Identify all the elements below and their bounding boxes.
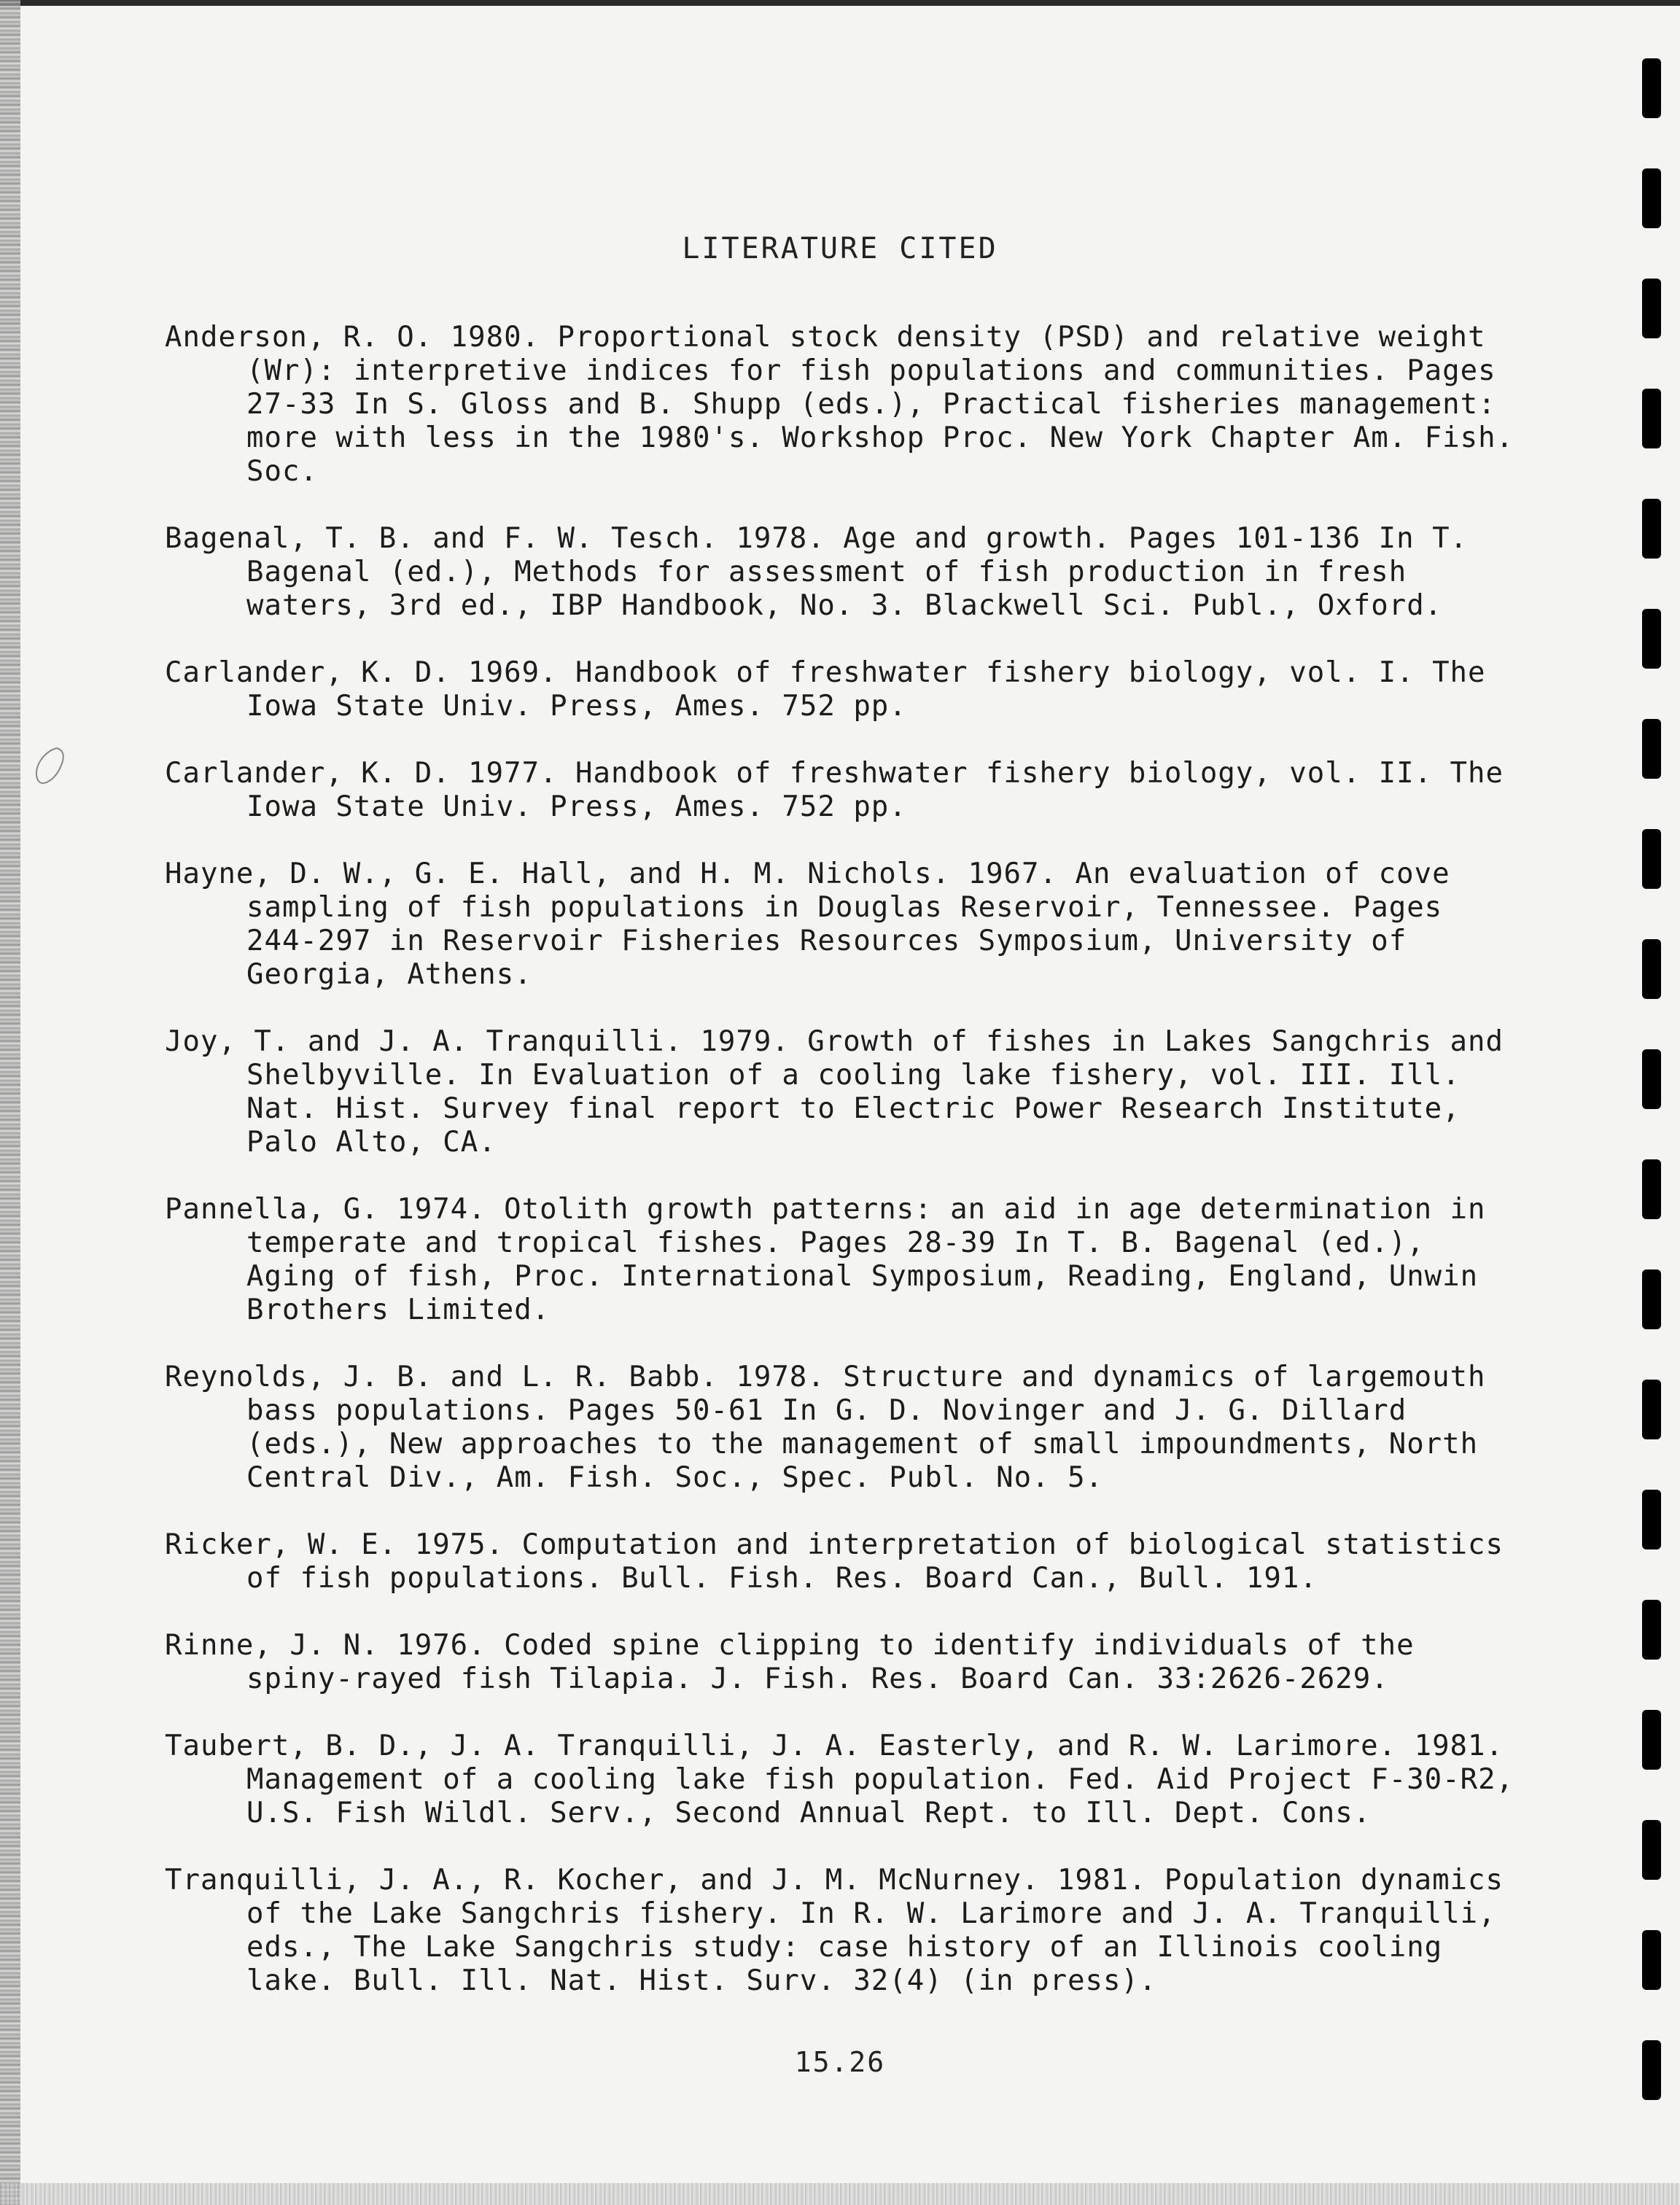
binding-mark (1642, 829, 1661, 889)
reference-entry: Rinne, J. N. 1976. Coded spine clipping to identify individuals of the spiny-rayed fish Tilapia. J. Fish. Res. Board Can. 33:2626-2629. (165, 1629, 1415, 1695)
reference-entry: Taubert, B. D., J. A. Tranquilli, J. A. Easterly, and R. W. Larimore. 1981. Management of a cooling lake fish population. Fed. Aid Project F-30-R2, U.S. Fish Wildl. Serv., Second Annual Rept. to Ill. Dept. Cons. (165, 1730, 1514, 1829)
binding-mark (1642, 1710, 1661, 1770)
reference-list (165, 321, 1521, 1998)
reference-entry: Anderson, R. O. 1980. Proportional stock density (PSD) and relative weight (Wr): interpretive indices for fish populations and communities. Pages 27-33 In S. Gloss and B. Shupp (eds.), Practical fisheries management: more with less in the 1980's. Workshop Proc. New York Chapter Am. Fish. Soc. (165, 321, 1514, 488)
binding-marks (1642, 58, 1665, 2173)
binding-mark (1642, 609, 1661, 669)
reference-entry: Carlander, K. D. 1969. Handbook of freshwater fishery biology, vol. I. The Iowa State Univ. Press, Ames. 752 pp. (165, 656, 1486, 723)
binding-mark (1642, 389, 1661, 448)
binding-mark (1642, 719, 1661, 779)
binding-mark (1642, 1820, 1661, 1880)
binding-mark (1642, 1380, 1661, 1439)
reference-entry: Ricker, W. E. 1975. Computation and interpretation of biological statistics of fish populations. Bull. Fish. Res. Board Can., Bull. 191. (165, 1528, 1504, 1595)
binding-mark (1642, 279, 1661, 338)
binding-mark (1642, 939, 1661, 999)
binding-mark (1642, 1600, 1661, 1660)
reference-entry: Carlander, K. D. 1977. Handbook of freshwater fishery biology, vol. II. The Iowa State Univ. Press, Ames. 752 pp. (165, 757, 1504, 823)
page-number: 15.26 (794, 2046, 886, 2078)
binding-mark (1642, 1930, 1661, 1990)
reference-entry: Hayne, D. W., G. E. Hall, and H. M. Nichols. 1967. An evaluation of cove sampling of fish populations in Douglas Reservoir, Tennessee. Pages 244-297 in Reservoir Fisheries Resources Symposium, University of Georgia, Athens. (165, 858, 1450, 991)
binding-mark (1642, 168, 1661, 228)
binding-mark (1642, 58, 1661, 118)
binding-mark (1642, 1490, 1661, 1549)
binding-mark (1642, 1049, 1661, 1109)
scan-left-edge (0, 0, 20, 2205)
binding-mark (1642, 1269, 1661, 1329)
reference-entry: Bagenal, T. B. and F. W. Tesch. 1978. Age and growth. Pages 101-136 In T. Bagenal (ed.), Methods for assessment of fish production in fresh waters, 3rd ed., IBP Handbook, No. 3. Blackwell Sci. Publ., Oxford. (165, 522, 1469, 622)
binding-mark (1642, 1159, 1661, 1219)
reference-entry: Joy, T. and J. A. Tranquilli. 1979. Growth of fishes in Lakes Sangchris and Shelbyville. In Evaluation of a cooling lake fishery, vol. III. Ill. Nat. Hist. Survey final report to Electric Power Research Institute, Palo Alto, CA. (165, 1025, 1504, 1159)
reference-entry: Tranquilli, J. A., R. Kocher, and J. M. McNurney. 1981. Population dynamics of the Lake Sangchris fishery. In R. W. Larimore and J. A. Tranquilli, eds., The Lake Sangchris study: case history of an Illinois cooling lake. Bull. Ill. Nat. Hist. Surv. 32(4) (in press). (165, 1864, 1504, 1997)
scan-bottom-edge (0, 2183, 1680, 2205)
page-title: LITERATURE CITED (682, 232, 998, 265)
binding-mark (1642, 499, 1661, 559)
reference-entry: Reynolds, J. B. and L. R. Babb. 1978. Structure and dynamics of largemouth bass populations. Pages 50-61 In G. D. Novinger and J. G. Dillard (eds.), New approaches to the management of small impoundments, North Central Div., Am. Fish. Soc., Spec. Publ. No. 5. (165, 1361, 1486, 1494)
pencil-mark (28, 744, 71, 790)
scan-top-edge (0, 0, 1680, 6)
reference-entry: Pannella, G. 1974. Otolith growth patterns: an aid in age determination in temperate and tropical fishes. Pages 28-39 In T. B. Bagenal (ed.), Aging of fish, Proc. International Symposium, Reading, England, Unwin Brothers Limited. (165, 1193, 1486, 1326)
